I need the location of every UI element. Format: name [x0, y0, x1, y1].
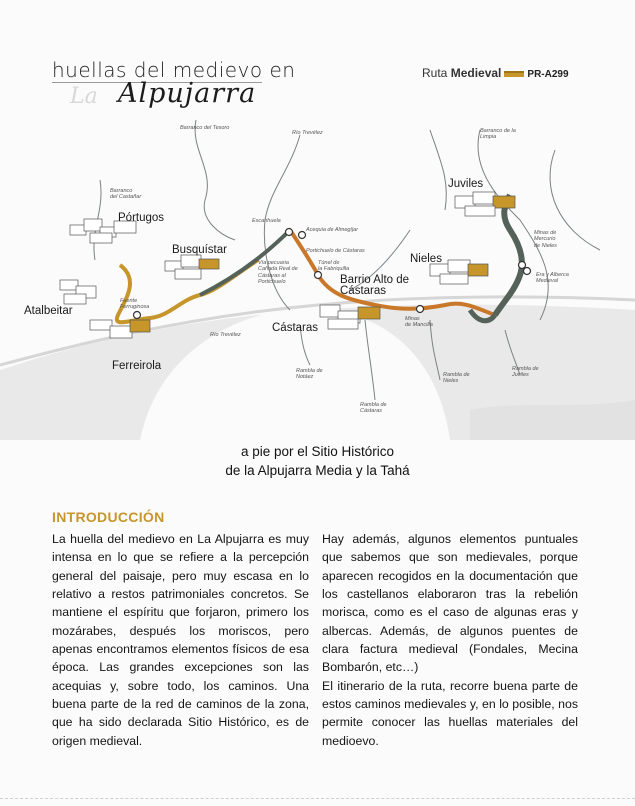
- title-line1: huellas del medievo en: [52, 58, 296, 82]
- intro-left-paragraph: La huella del medievo en La Alpujarra es muy intensa en lo que se refiere a la percepción general del paisaje, pero muy escasa en lo relativo a restos patrimoniales concretos. Se mantiene el espíritu que forjaron, primero los mozárabes, después los moriscos, pero apenas encontramos elementos físicos de esa época. Las grandes excepciones son las acequias y, sobre todo, los caminos. Una buena parte de la red de caminos de la zona, que ha sido declarada Sitio Histórico, es de origen medieval.: [52, 532, 309, 748]
- title-line2: Alpujarra: [118, 78, 257, 109]
- label-fuente: Fuente Ferruginosa: [120, 298, 150, 311]
- village-atalbeitar: Atalbeitar: [24, 305, 73, 317]
- route-code: PR-A299: [527, 69, 569, 80]
- subtitle-line2: de la Alpujarra Media y la Tahá: [225, 463, 410, 478]
- route-map: [0, 110, 635, 440]
- label-barranco-tesoro: Barranco del Tesoro: [180, 125, 230, 131]
- route-name: Medieval: [450, 66, 502, 80]
- village-atalbeitar-icon: [60, 280, 96, 304]
- village-portugos: Pórtugos: [118, 212, 165, 224]
- label-rambla-notaez: Rambla de Notáez: [296, 368, 323, 381]
- village-juviles: Juviles: [448, 178, 484, 190]
- bottom-divider: [0, 798, 635, 799]
- river-east: [550, 150, 600, 250]
- route-label: [422, 66, 569, 80]
- route-swatch-icon: [504, 71, 524, 77]
- label-rambla-juviles: Rambla de Juviles: [512, 366, 539, 379]
- village-busquistar-icon: [165, 255, 219, 279]
- intro-left-column: [52, 530, 309, 750]
- intro-heading: INTRODUCCIÓN: [52, 509, 165, 525]
- river-upper: [430, 130, 446, 210]
- river-tesoro: [195, 120, 235, 240]
- waypoint-acequia: [299, 232, 306, 239]
- waypoint-escarihuela: [286, 229, 293, 236]
- label-barranco-castanar: Barranco del Castañar: [110, 188, 142, 201]
- village-barrio-alto: Barrio Alto de Cástaras: [340, 274, 410, 297]
- waypoint-fuente: [134, 312, 141, 319]
- label-rambla-castaras: Rambla de Cástaras: [360, 402, 387, 415]
- label-portichuelo: Portichuelo de Cástaras: [306, 248, 365, 254]
- intro-right-paragraph-2: El itinerario de la ruta, recorre buena parte de estos caminos medievales y, en lo posible, nos permite conocer las huellas materiales del medioevo.: [322, 678, 578, 748]
- label-era-alberca: Era y Alberca Medieval: [536, 272, 569, 285]
- village-castaras: Cástaras: [272, 322, 319, 334]
- title-ghost-text: La: [70, 84, 98, 109]
- village-nieles: Nieles: [410, 253, 442, 265]
- waypoint-era: [524, 268, 531, 275]
- label-via-pecuaria: Vía pecuaria Cañada Real de Cástaras al Portichuelo: [258, 260, 298, 285]
- route-prefix: Ruta: [422, 66, 448, 80]
- intro-right-paragraph-1: Hay además, algunos elementos puntuales que sabemos que son medievales, porque aparecen recogidos en la documentación que los castellanos elaboraron tras la rebelión morisca, como es el caso de algunas eras y albercas. Además, de algunos puentes de clara factura medieval (Fondales, Mecina Bombarón, etc…): [322, 532, 578, 675]
- village-ferreirola: Ferreirola: [112, 360, 162, 372]
- label-barranco-limpia: Barranco de la Limpia: [480, 128, 516, 141]
- village-busquistar: Busquístar: [172, 244, 227, 256]
- label-tunel: Túnel de la Fabriquilla: [318, 260, 350, 273]
- label-minas-mercurio: Minas de Mercurio de Nieles: [534, 230, 557, 249]
- waypoint-minas-nieles: [519, 262, 526, 269]
- label-minas-mancilla: Minas de Mancilla: [405, 316, 433, 329]
- label-rio-trevelez-bottom: Río Trevélez: [210, 332, 241, 338]
- label-acequia: Acequia de Almegíjar: [306, 227, 359, 233]
- label-escarihuela: Escarihuela: [252, 218, 281, 224]
- label-rio-trevelez-top: Río Trevélez: [292, 130, 323, 136]
- waypoint-mancilla: [417, 306, 424, 313]
- subtitle-line1: a pie por el Sitio Histórico: [240, 444, 395, 459]
- intro-right-column: [322, 530, 578, 750]
- label-rambla-nieles: Rambla de Nieles: [443, 372, 470, 385]
